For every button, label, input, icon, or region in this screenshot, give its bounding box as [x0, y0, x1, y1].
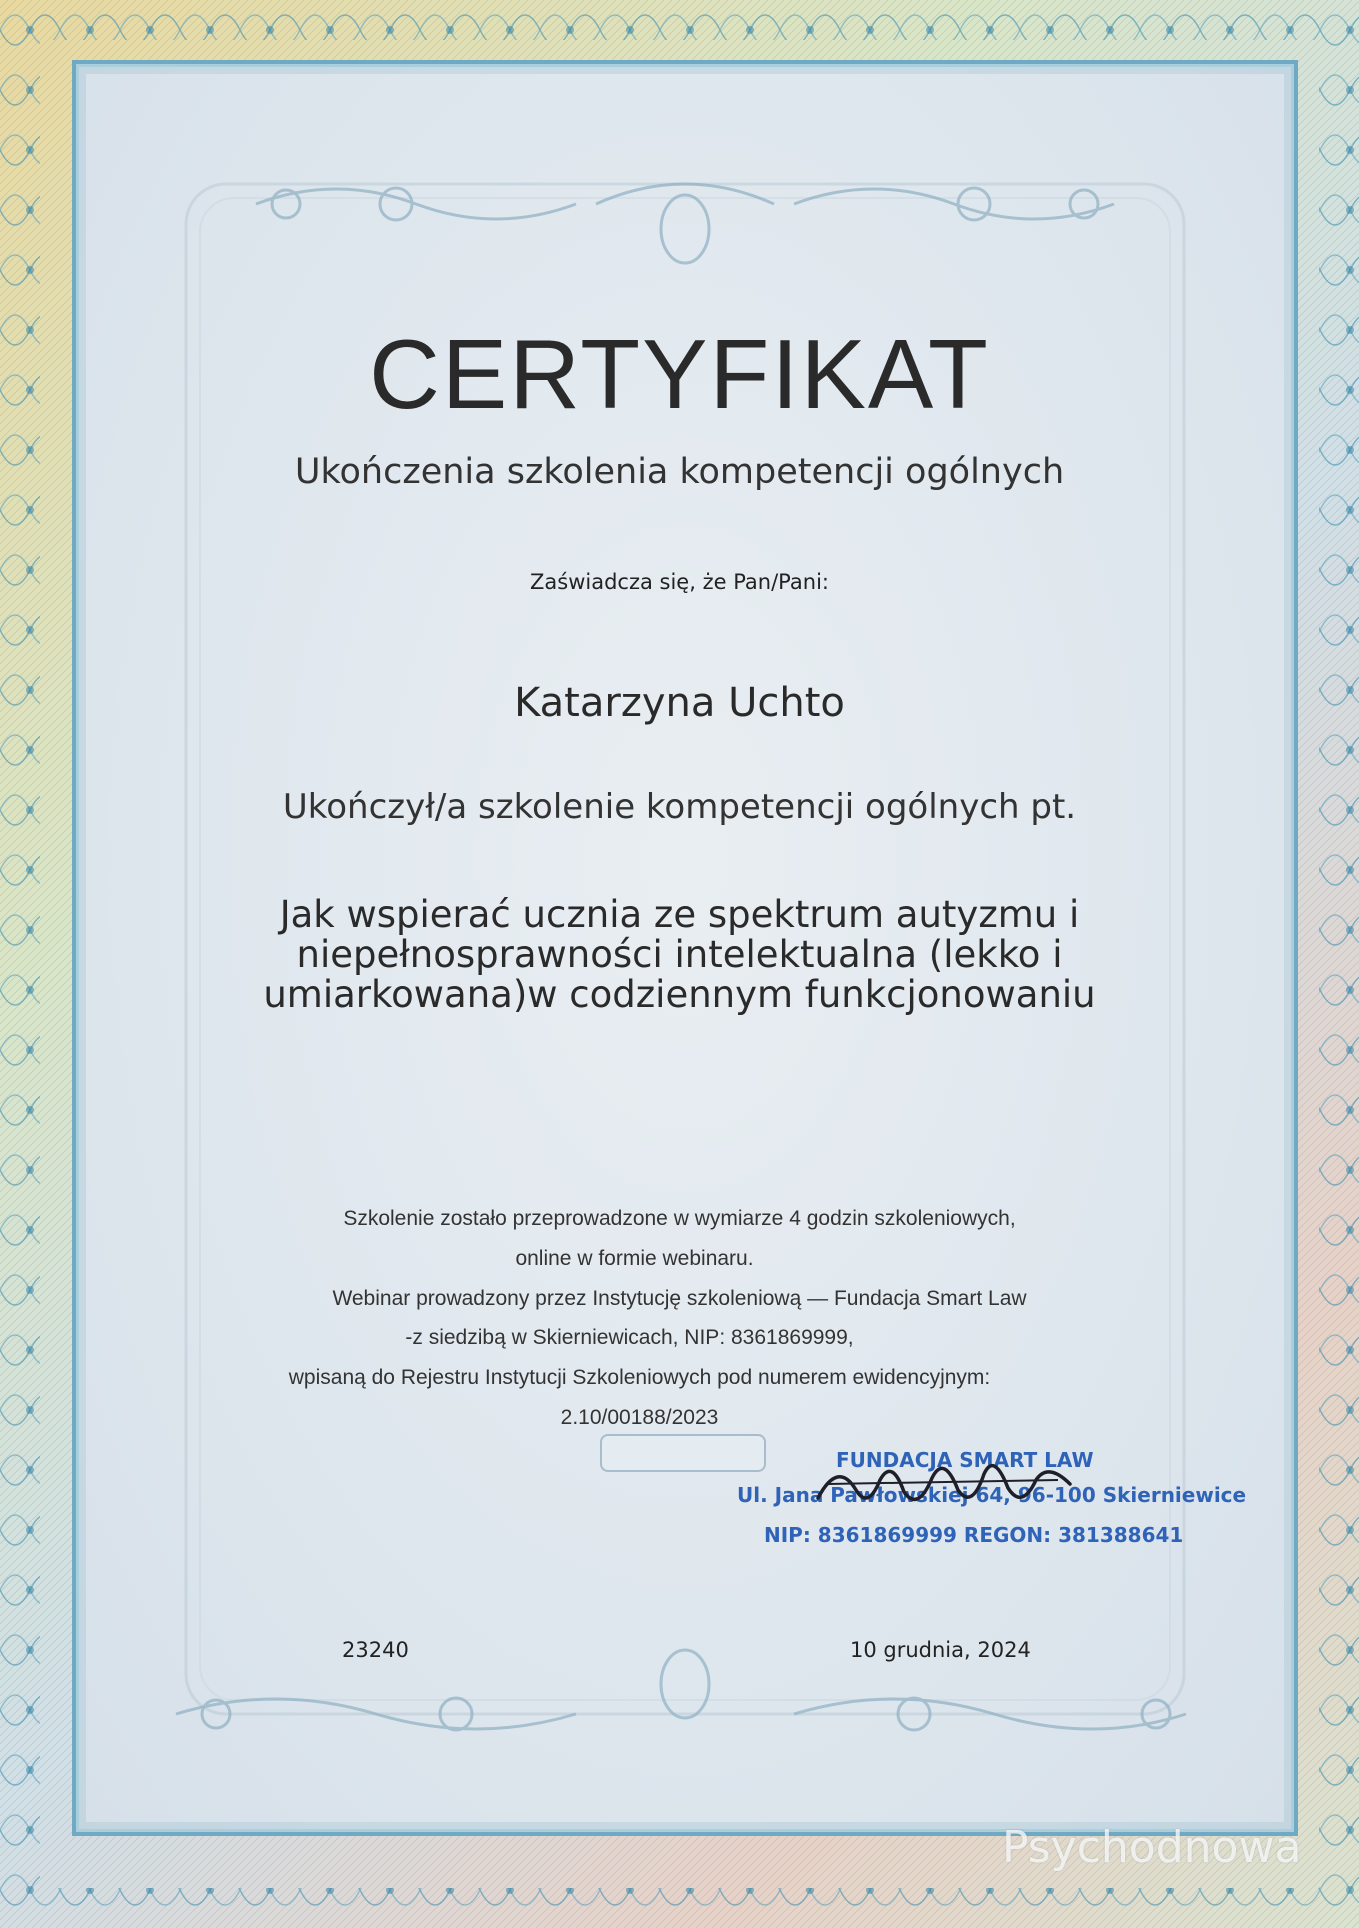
completed-line: Ukończył/a szkolenie kompetencji ogólnych pt. — [282, 787, 1077, 827]
certifies-line: Zaświadcza się, że Pan/Pani: — [530, 570, 829, 594]
course-title-line: Jak wspierać ucznia ze spektrum autyzmu i — [279, 893, 1080, 936]
stamp-tax-ids: NIP: 8361869999 REGON: 381388641 — [764, 1523, 1184, 1547]
details-line: online w formie webinaru. — [515, 1247, 754, 1270]
course-title — [0, 895, 1359, 1015]
empty-field-box — [600, 1434, 766, 1472]
watermark: Psychodnowa — [1002, 1822, 1302, 1873]
registry-number: 2.10/00188/2023 — [560, 1406, 719, 1429]
details-line: wpisaną do Rejestru Instytucji Szkoleniowych pod numerem ewidencyjnym: — [288, 1366, 991, 1389]
certificate-title: CERTYFIKAT — [369, 319, 990, 429]
signature — [808, 1440, 1088, 1520]
top-ornament — [256, 184, 1114, 263]
recipient-name: Katarzyna Uchto — [514, 680, 845, 726]
course-title-line: umiarkowana)w codziennym funkcjonowaniu — [263, 973, 1096, 1016]
certificate-subtitle: Ukończenia szkolenia kompetencji ogólnych — [294, 452, 1065, 492]
stamp-address: Ul. Jana Pawłowskiej 64, 96-100 Skierniewice — [737, 1483, 1247, 1507]
bottom-ornament — [176, 1650, 1186, 1730]
stamp-organization: FUNDACJA SMART LAW — [836, 1448, 1094, 1472]
certificate-number: 23240 — [342, 1638, 409, 1662]
course-title-line: niepełnosprawności intelektualna (lekko i — [296, 933, 1063, 976]
details-line: -z siedzibą w Skierniewicach, NIP: 8361869999, — [405, 1326, 854, 1349]
details-line: Webinar prowadzony przez Instytucję szkoleniową — Fundacja Smart Law — [332, 1287, 1027, 1310]
certificate-date: 10 grudnia, 2024 — [850, 1638, 1031, 1662]
details-line: Szkolenie zostało przeprowadzone w wymiarze 4 godzin szkoleniowych, — [343, 1207, 1016, 1230]
